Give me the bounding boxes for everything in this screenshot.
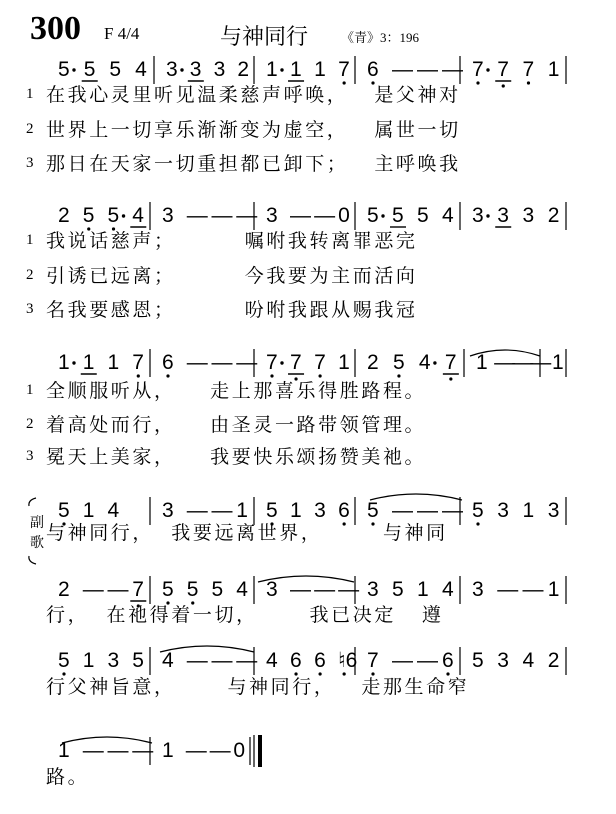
note: 5 xyxy=(107,204,120,227)
note: 1 xyxy=(236,499,248,522)
note: 2 xyxy=(58,578,70,601)
dotted-note xyxy=(72,361,75,364)
lyric-line: 那日在天家一切重担都已卸下； 主呼唤我 xyxy=(46,153,461,175)
lyric-line: 全顺服听从， 走上那喜乐得胜路程。 xyxy=(46,380,427,402)
note: 4 xyxy=(132,204,144,227)
note: 5 xyxy=(186,578,199,601)
note: 1 xyxy=(82,499,95,522)
lower-octave-dot xyxy=(449,377,452,380)
note: 5 xyxy=(109,58,122,81)
note: 3 xyxy=(266,578,278,601)
note: — xyxy=(82,578,104,601)
note: 1 xyxy=(547,58,560,81)
note: 3 xyxy=(266,204,278,227)
note: 3 xyxy=(162,204,174,227)
note: 4 xyxy=(162,649,174,672)
lyric-line: 在我心灵里听见温柔慈声呼唤， 是父神对 xyxy=(46,84,461,106)
note: — xyxy=(186,351,208,374)
note: 4 xyxy=(135,58,147,81)
hymn-number: 300 xyxy=(30,10,81,47)
note: 5 xyxy=(211,578,224,601)
note: — xyxy=(314,204,336,227)
verse-number: 3 xyxy=(26,301,34,317)
note: 1 xyxy=(82,351,95,374)
note: 7 xyxy=(472,58,484,81)
note: 1 xyxy=(338,351,350,374)
note: — xyxy=(392,499,413,522)
note: — xyxy=(442,499,463,522)
note: 5 xyxy=(162,578,174,601)
note: 1 xyxy=(552,351,564,374)
dotted-note xyxy=(180,68,183,71)
note: 4 xyxy=(442,204,454,227)
note: 7 xyxy=(497,58,509,81)
key-time-signature: F 4/4 xyxy=(104,24,140,43)
note: — xyxy=(211,351,233,374)
lyric-line: 路。 xyxy=(46,766,90,788)
note: 6 xyxy=(442,649,454,672)
note: 1 xyxy=(162,739,174,762)
lyric-line: 行， 在祂得着一切， 我已决定 遵 xyxy=(46,604,444,626)
dotted-note xyxy=(280,361,283,364)
note: 1 xyxy=(476,351,488,374)
note: 6 xyxy=(290,649,302,672)
note: 5 xyxy=(472,499,484,522)
dotted-note xyxy=(72,68,75,71)
note: 3 xyxy=(472,578,484,601)
note: — xyxy=(186,649,208,672)
note: 5 xyxy=(132,649,144,672)
note: 3 xyxy=(472,204,484,227)
note: — xyxy=(236,351,258,374)
note: 7 xyxy=(132,351,144,374)
note: — xyxy=(314,578,336,601)
note: — xyxy=(107,578,129,601)
note: — xyxy=(236,204,258,227)
verse-number: 1 xyxy=(26,382,34,398)
note: 3 xyxy=(522,204,535,227)
note: — xyxy=(290,204,312,227)
note: 5 xyxy=(392,578,404,601)
lower-octave-dot xyxy=(502,84,505,87)
note: — xyxy=(522,578,544,601)
lyric-line: 我说话慈声； 嘱咐我转离罪恶完 xyxy=(46,230,418,252)
note: 7 xyxy=(367,649,379,672)
verse-number: 2 xyxy=(26,121,34,137)
hymn-title: 与神同行 xyxy=(220,25,309,50)
note: 1 xyxy=(290,499,302,522)
note: 5 xyxy=(417,204,429,227)
note: 3 xyxy=(314,499,326,522)
verse-number: 1 xyxy=(26,232,34,248)
note: 3 xyxy=(162,499,174,522)
lyric-line: 冕天上美家， 我要快乐颂扬赞美祂。 xyxy=(46,446,427,468)
note: 4 xyxy=(522,649,535,672)
note: 5 xyxy=(58,58,70,81)
note: 7 xyxy=(338,58,350,81)
note: 3 xyxy=(497,204,509,227)
note: 3 xyxy=(166,58,178,81)
note: 7 xyxy=(522,58,535,81)
note: — xyxy=(417,58,438,81)
note: 1 xyxy=(290,58,302,81)
note: — xyxy=(417,649,438,672)
note: 4 xyxy=(236,578,248,601)
note: 6 xyxy=(367,58,379,81)
note: 6 xyxy=(162,351,174,374)
note: 5 xyxy=(392,351,405,374)
note: 7 xyxy=(266,351,278,374)
note: — xyxy=(209,739,231,762)
note: 0 xyxy=(338,204,350,227)
note: — xyxy=(512,351,534,374)
note: 5 xyxy=(83,58,96,81)
note: 2 xyxy=(237,58,250,81)
chorus-label-1: 副 xyxy=(30,515,44,531)
note: — xyxy=(107,739,129,762)
note: 3 xyxy=(497,649,509,672)
lyric-line: 着高处而行， 由圣灵一路带领管理。 xyxy=(46,414,427,436)
note: 5 xyxy=(58,499,70,522)
note: — xyxy=(211,204,233,227)
lyric-line: 名我要感恩； 吩咐我跟从赐我冠 xyxy=(46,299,418,321)
note: 1 xyxy=(314,58,326,81)
note: 6 xyxy=(314,649,326,672)
note: — xyxy=(494,351,516,374)
note: — xyxy=(236,649,258,672)
note: 3 xyxy=(367,578,379,601)
note: — xyxy=(211,499,233,522)
verse-number: 2 xyxy=(26,416,34,432)
note: — xyxy=(132,739,154,762)
note: 1 xyxy=(417,578,429,601)
note: 3 xyxy=(189,58,202,81)
note: 2 xyxy=(367,351,379,374)
note: 1 xyxy=(547,578,560,601)
note: 7 xyxy=(132,578,144,601)
note: 2 xyxy=(58,204,70,227)
note: 4 xyxy=(442,578,454,601)
note: 4 xyxy=(418,351,431,374)
note: 5 xyxy=(472,649,484,672)
lyric-line: 世界上一切享乐渐渐变为虚空， 属世一切 xyxy=(46,119,461,141)
note: 3 xyxy=(107,649,120,672)
note: 5 xyxy=(392,204,404,227)
dotted-note xyxy=(381,214,384,217)
note: 5 xyxy=(82,204,95,227)
lower-octave-dot xyxy=(476,81,479,84)
chorus-label-2: 歌 xyxy=(30,535,44,551)
note: 7 xyxy=(444,351,457,374)
note: 5 xyxy=(367,204,379,227)
dotted-note xyxy=(122,214,125,217)
note: 6 xyxy=(338,499,350,522)
note: 4 xyxy=(107,499,120,522)
note: — xyxy=(186,499,208,522)
note: 0 xyxy=(233,739,246,762)
note: — xyxy=(417,499,438,522)
note: — xyxy=(186,204,208,227)
lyric-line: 与神同行， 我要远离世界， 与神同 xyxy=(46,522,448,544)
dotted-note xyxy=(280,68,283,71)
note: 1 xyxy=(107,351,120,374)
note: 5 xyxy=(266,499,278,522)
note: 1 xyxy=(522,499,535,522)
note: 7 xyxy=(290,351,302,374)
note: — xyxy=(82,739,104,762)
hymn-source: 《青》3：196 xyxy=(341,30,420,45)
note: 4 xyxy=(266,649,278,672)
verse-number: 3 xyxy=(26,448,34,464)
note: 3 xyxy=(213,58,226,81)
chorus-marker xyxy=(26,496,46,566)
note: — xyxy=(497,578,519,601)
lyric-line: 行父神旨意， 与神同行， 走那生命窄 xyxy=(46,676,470,698)
note: — xyxy=(392,58,413,81)
note: 2 xyxy=(547,204,560,227)
note: — xyxy=(290,578,312,601)
lower-octave-dot xyxy=(527,81,530,84)
dotted-note xyxy=(486,68,489,71)
lower-octave-dot xyxy=(476,522,479,525)
note: 3 xyxy=(547,499,560,522)
verse-number: 2 xyxy=(26,267,34,283)
note: — xyxy=(442,58,463,81)
note: 5 xyxy=(367,499,379,522)
note: 2 xyxy=(547,649,560,672)
note: 3 xyxy=(497,499,509,522)
note: — xyxy=(392,649,413,672)
note: — xyxy=(338,578,360,601)
note: 7 xyxy=(314,351,326,374)
note: 5 xyxy=(58,649,70,672)
note: — xyxy=(211,649,233,672)
note: — xyxy=(185,739,207,762)
verse-number: 3 xyxy=(26,155,34,171)
note: — xyxy=(530,351,552,374)
note: 1 xyxy=(266,58,278,81)
note: ♮6 xyxy=(338,649,358,672)
final-barline-thick xyxy=(258,735,262,767)
note: 1 xyxy=(82,649,95,672)
note: 1 xyxy=(58,739,70,762)
lyric-line: 引诱已远离； 今我要为主而活向 xyxy=(46,265,418,287)
dotted-note xyxy=(433,361,436,364)
note: 1 xyxy=(58,351,70,374)
verse-number: 1 xyxy=(26,86,34,102)
dotted-note xyxy=(486,214,489,217)
